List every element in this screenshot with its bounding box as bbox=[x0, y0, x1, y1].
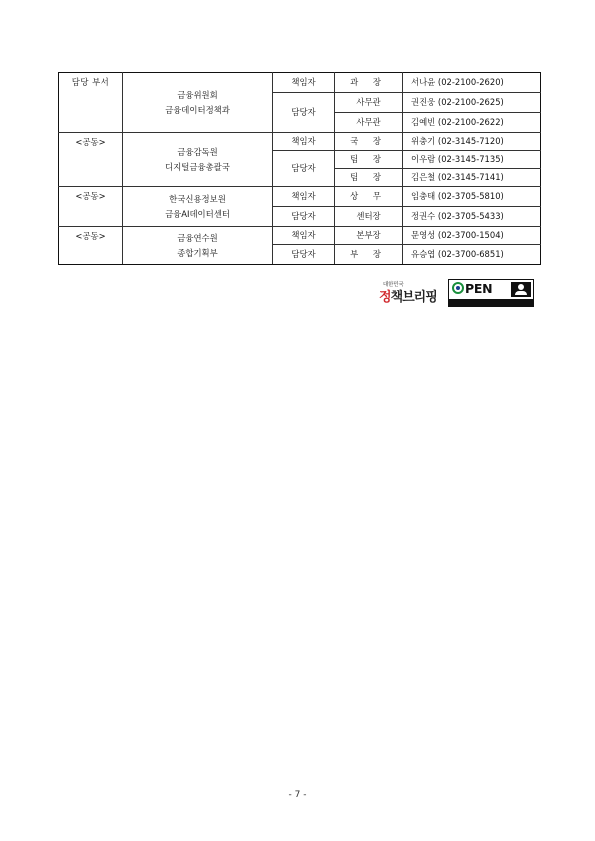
policy-logo-wordmark: 정책브리핑 bbox=[379, 290, 437, 305]
open-o-icon bbox=[452, 282, 464, 294]
name-phone-cell: 정권수 (02-3705-5433) bbox=[403, 207, 541, 227]
role-cell: 책임자 bbox=[273, 227, 335, 245]
rank-cell: 사무관 bbox=[335, 93, 403, 113]
license-bar bbox=[449, 299, 533, 306]
role-cell: 책임자 bbox=[273, 187, 335, 207]
dept-cell: <공동> bbox=[59, 227, 123, 265]
dept-cell: <공동> bbox=[59, 133, 123, 187]
name-phone-cell: 서나윤 (02-2100-2620) bbox=[403, 73, 541, 93]
role-cell: 책임자 bbox=[273, 73, 335, 93]
role-cell: 담당자 bbox=[273, 93, 335, 133]
dept-cell: 담당 부서 bbox=[59, 73, 123, 133]
rank-cell: 부 장 bbox=[335, 245, 403, 265]
org-cell: 한국신용정보원 금융AI데이터센터 bbox=[123, 187, 273, 227]
org-cell: 금융감독원 디지털금융총괄국 bbox=[123, 133, 273, 187]
table-row bbox=[59, 73, 541, 93]
org-cell: 금융위원회 금융데이터정책과 bbox=[123, 73, 273, 133]
name-phone-cell: 김예빈 (02-2100-2622) bbox=[403, 113, 541, 133]
policy-logo-small-text: 대한민국 bbox=[383, 282, 404, 288]
name-phone-cell: 이우람 (02-3145-7135) bbox=[403, 151, 541, 169]
rank-cell: 과 장 bbox=[335, 73, 403, 93]
policy-briefing-logo bbox=[379, 280, 445, 306]
rank-cell: 국 장 bbox=[335, 133, 403, 151]
contact-table bbox=[58, 72, 541, 265]
rank-cell: 본부장 bbox=[335, 227, 403, 245]
rank-cell: 팀 장 bbox=[335, 151, 403, 169]
rank-cell: 사무관 bbox=[335, 113, 403, 133]
role-cell: 담당자 bbox=[273, 245, 335, 265]
org-cell: 금융연수원 종합기획부 bbox=[123, 227, 273, 265]
role-cell: 담당자 bbox=[273, 207, 335, 227]
name-phone-cell: 위충기 (02-3145-7120) bbox=[403, 133, 541, 151]
name-phone-cell: 김은철 (02-3145-7141) bbox=[403, 169, 541, 187]
name-phone-cell: 문영성 (02-3700-1504) bbox=[403, 227, 541, 245]
role-cell: 담당자 bbox=[273, 151, 335, 187]
name-phone-cell: 권진웅 (02-2100-2625) bbox=[403, 93, 541, 113]
table-row bbox=[59, 133, 541, 151]
table-row bbox=[59, 187, 541, 207]
open-wordmark: PEN bbox=[452, 281, 492, 297]
name-phone-cell: 임충태 (02-3705-5810) bbox=[403, 187, 541, 207]
rank-cell: 팀 장 bbox=[335, 169, 403, 187]
kogl-open-license-logo bbox=[448, 279, 534, 307]
page-number: - 7 - bbox=[288, 790, 307, 800]
rank-cell: 상 무 bbox=[335, 187, 403, 207]
role-cell: 책임자 bbox=[273, 133, 335, 151]
attribution-person-icon bbox=[511, 282, 531, 297]
name-phone-cell: 유승엽 (02-3700-6851) bbox=[403, 245, 541, 265]
rank-cell: 센터장 bbox=[335, 207, 403, 227]
table-row bbox=[59, 227, 541, 245]
dept-cell: <공동> bbox=[59, 187, 123, 227]
